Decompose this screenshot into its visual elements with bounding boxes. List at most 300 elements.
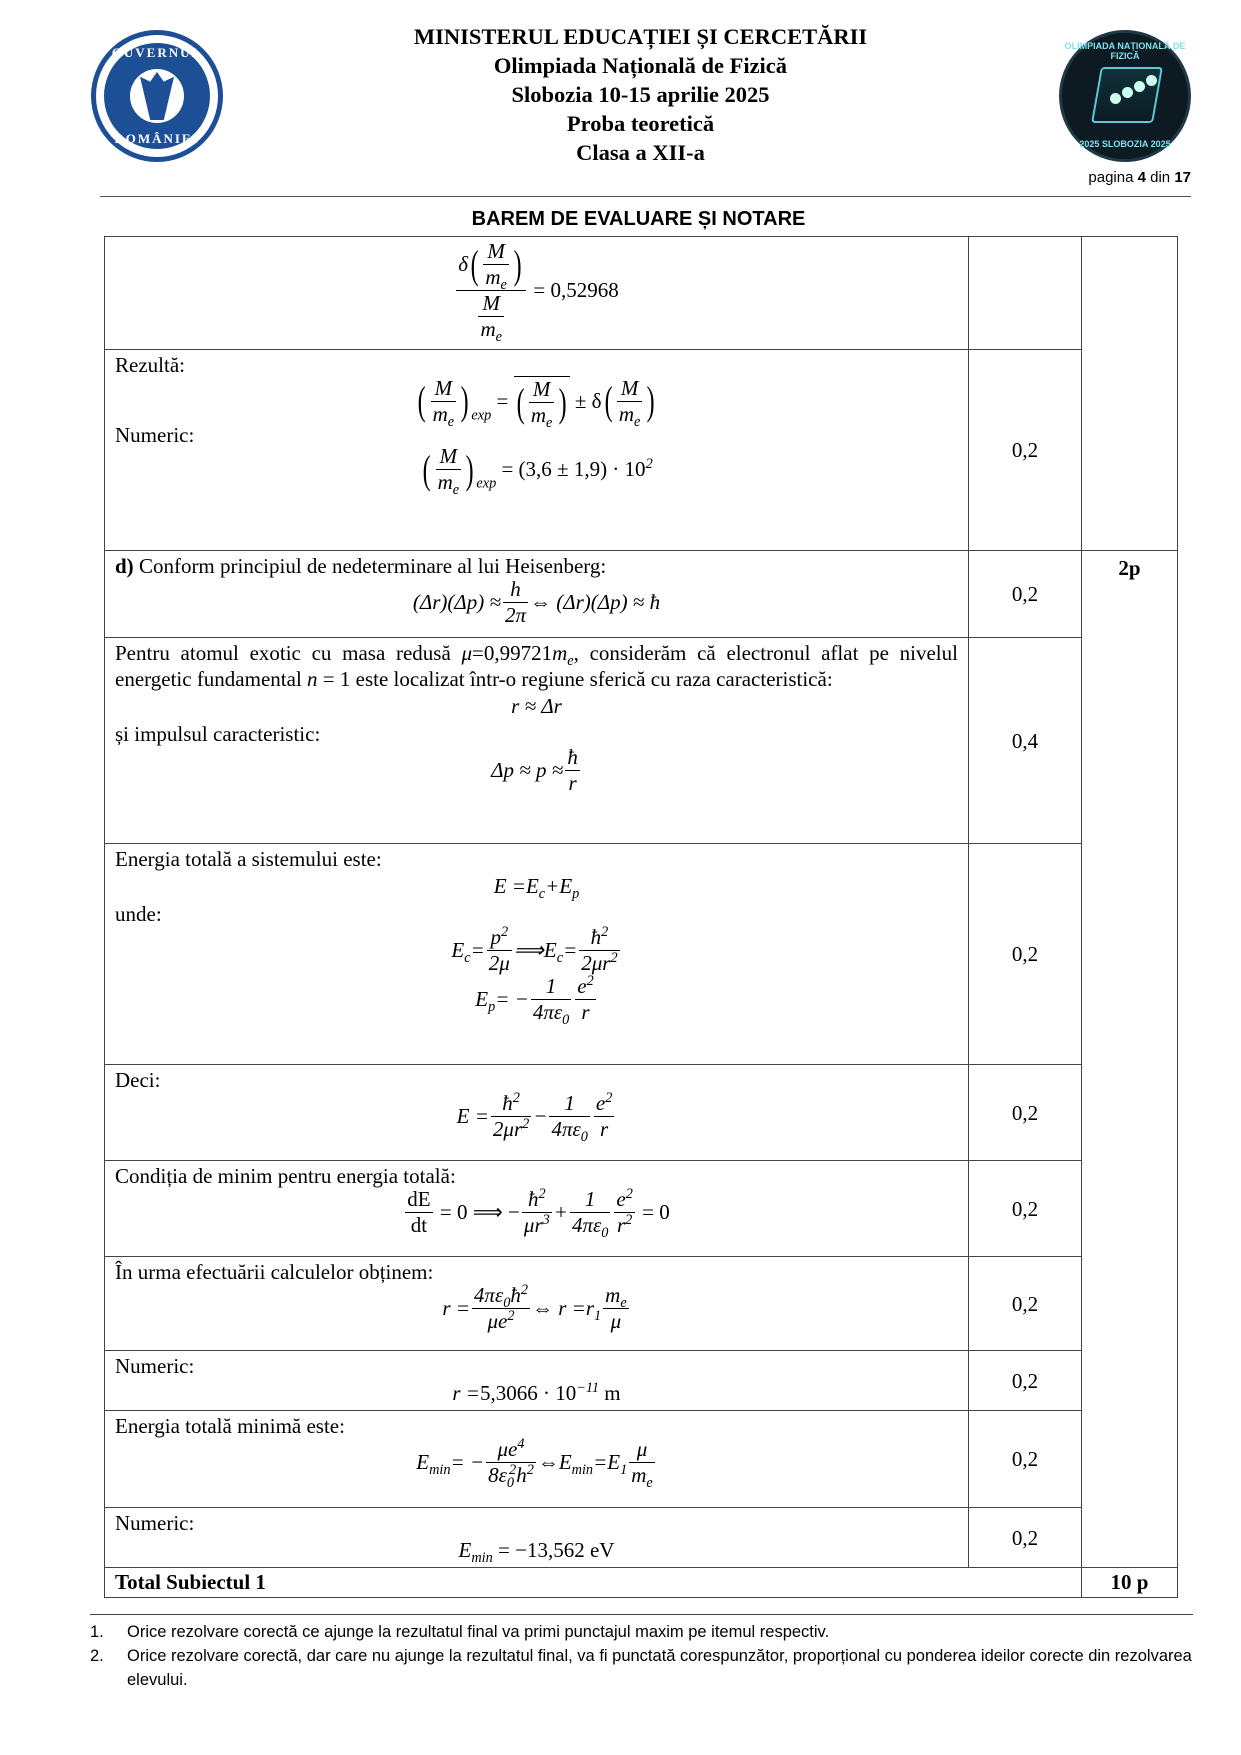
math-script (553, 1000, 570, 1029)
numerator (614, 1186, 634, 1212)
superscript (610, 950, 617, 966)
total-row (105, 1568, 1178, 1598)
denominator (565, 770, 580, 794)
olympiad-name: Olimpiada Națională de Fizică (493, 53, 788, 78)
math-fraction (549, 1091, 589, 1146)
numerator (603, 1283, 629, 1312)
numerator (480, 293, 502, 316)
row-text: și impulsul caracteristic: (115, 722, 321, 746)
math-token: m (599, 1381, 621, 1405)
math-token: c (538, 886, 546, 903)
math-fraction (487, 924, 512, 975)
math-parentheses (468, 239, 524, 294)
note-item (90, 1644, 1200, 1692)
math-token: dt (410, 1213, 428, 1237)
math-token: E (416, 1450, 430, 1474)
math-group (514, 377, 570, 432)
math-fraction (503, 579, 528, 626)
row-text: Deci: (115, 1068, 161, 1092)
math-script (543, 938, 564, 967)
math-token: ħ (528, 1187, 539, 1211)
math-script (607, 1450, 628, 1479)
math-fraction (472, 1282, 530, 1333)
math-group (442, 1282, 630, 1333)
math-token: ε (498, 1463, 507, 1487)
math-group (551, 1117, 588, 1146)
math-token: + (545, 874, 560, 898)
math-script (590, 924, 609, 949)
math-token: 0 (506, 1475, 515, 1492)
math-group (451, 924, 621, 975)
paren: ) (559, 379, 567, 425)
math-script (558, 1450, 594, 1479)
math-token: h (516, 1463, 527, 1487)
numerator (472, 1282, 530, 1312)
math-token: M (487, 239, 505, 263)
denominator (614, 1212, 634, 1236)
math-fraction (529, 377, 555, 432)
current-page: 4 (1137, 169, 1146, 186)
math-token: 4π (473, 1283, 495, 1307)
math-group (616, 1212, 633, 1237)
table-row (105, 844, 1178, 1065)
numerator (485, 241, 507, 264)
footer-divider (90, 1614, 1193, 1615)
math-token: ħ (590, 925, 602, 949)
total-value: 10 p (1082, 1568, 1178, 1598)
math-token: E = (493, 874, 526, 898)
math-token: − (533, 1104, 548, 1128)
math-token: e (634, 413, 641, 430)
note-text: Orice rezolvare corectă ce ajunge la rezultatul final va primi punctajul maxim pe itemul respectiv. (127, 1623, 830, 1641)
subscript (572, 886, 579, 902)
subscript (488, 999, 495, 1015)
math-token: 1 (564, 1091, 575, 1115)
math-token: 1 (620, 1462, 628, 1479)
math-token: δ (458, 252, 469, 276)
numerator (544, 976, 559, 999)
superscript (517, 1436, 524, 1452)
math-group (487, 1308, 515, 1333)
math-token: 0 (562, 1012, 570, 1029)
denominator (472, 1308, 530, 1332)
paren: ( (417, 378, 426, 424)
points-cell: 0,4 (969, 638, 1082, 844)
superscript (605, 1090, 612, 1106)
ball-icon (1110, 93, 1121, 104)
math-fraction (594, 1090, 614, 1141)
math-token: ε (553, 1000, 563, 1024)
math-script (475, 987, 496, 1016)
math-token: μ (487, 1309, 498, 1333)
math-token: 2 (625, 1186, 633, 1202)
math-parentheses (420, 444, 476, 499)
math-token: e (495, 329, 502, 346)
table-row (105, 1508, 1178, 1568)
math-token: ± δ (569, 388, 602, 413)
math-token: 5,3066 · 10 (479, 1381, 577, 1405)
math-fraction (579, 924, 619, 975)
numerator (405, 1189, 432, 1212)
math-group (454, 239, 619, 346)
superscript (539, 1186, 546, 1202)
numerator (594, 1090, 614, 1116)
math-token: = − (495, 987, 529, 1011)
math-token: e (546, 415, 553, 432)
math-fraction (431, 375, 457, 430)
subscript (471, 1550, 492, 1566)
superscript (576, 1380, 599, 1396)
math-token: ε (494, 1283, 504, 1307)
math-token: 2μ (581, 951, 603, 975)
math-token: 4π (532, 1000, 554, 1024)
math-group (532, 1000, 570, 1029)
denominator (570, 1212, 610, 1242)
math-script (525, 874, 546, 903)
math-group (475, 973, 597, 1029)
points-cell: 0,2 (969, 1508, 1082, 1568)
math-token: ε (572, 1117, 581, 1141)
item-label: d) (115, 554, 134, 578)
math-token: 2μ (492, 1117, 514, 1141)
points-cell: 0,2 (969, 1065, 1082, 1161)
math-script (645, 456, 653, 480)
paren: ( (470, 241, 479, 287)
math-group (429, 375, 459, 430)
table-row (105, 237, 1178, 350)
math-token: = − (450, 1450, 485, 1474)
numerator (619, 375, 641, 401)
denominator (549, 1116, 589, 1146)
math-script (485, 265, 507, 294)
math-script (616, 1186, 633, 1211)
math-group (490, 924, 509, 949)
formula (115, 239, 958, 346)
math-token: 2 (520, 1282, 528, 1298)
math-token: E = (456, 1104, 489, 1128)
formula (115, 1436, 958, 1492)
math-token: E (475, 987, 489, 1011)
logo-text: GUVERNUL (111, 45, 203, 60)
math-token: 0 (503, 1295, 511, 1312)
ball-icon (1122, 87, 1133, 98)
paren: ( (422, 446, 431, 492)
math-script (416, 1450, 451, 1479)
formula (115, 579, 958, 626)
points-cell: 0,2 (969, 1411, 1082, 1508)
math-token: r ≈ Δr (511, 694, 562, 718)
math-token: p (572, 886, 580, 903)
paren: ) (465, 446, 474, 492)
olympiad-logo (1059, 30, 1191, 162)
row-text (115, 553, 958, 579)
math-token: e (452, 482, 460, 499)
denominator (503, 602, 528, 626)
document-title: BAREM DE EVALUARE ȘI NOTARE (471, 208, 806, 230)
math-token: ħ (502, 1091, 513, 1115)
denominator (522, 1212, 552, 1236)
superscript (509, 1462, 516, 1478)
paren: ( (516, 379, 525, 425)
math-token: 2 (512, 1090, 520, 1106)
math-token: 2 (538, 1186, 546, 1202)
math-group (403, 1186, 670, 1242)
row-text: Numeric: (115, 423, 195, 447)
math-script (616, 1212, 633, 1237)
math-token: r (602, 951, 611, 975)
math-group (434, 444, 464, 499)
math-group (527, 377, 557, 432)
math-fraction (491, 1090, 531, 1141)
numerator (565, 747, 580, 770)
math-token: ⇔ r = (532, 1296, 586, 1320)
math-token: m (605, 1283, 621, 1307)
math-group (605, 1283, 627, 1312)
table-row (105, 1161, 1178, 1257)
document-header (0, 22, 1241, 167)
math-token: e (646, 1475, 653, 1492)
math-token: 4π (571, 1213, 593, 1237)
math-token: = 0 ⟹ − (434, 1200, 520, 1224)
superscript (543, 1212, 550, 1228)
math-parentheses (602, 375, 658, 430)
math-token: e (447, 413, 455, 430)
paren: ) (460, 378, 469, 424)
math-group (577, 973, 594, 998)
math-script (490, 924, 509, 949)
paren: ) (513, 241, 522, 287)
denominator (436, 469, 462, 499)
page-of: din (1145, 169, 1175, 186)
denominator (579, 950, 619, 974)
math-token: (Δr)(Δp) ≈ (412, 590, 501, 614)
superscript (513, 1090, 520, 1106)
table-row (105, 1257, 1178, 1351)
math-token: m (485, 265, 501, 289)
grade: Clasa a XII-a (576, 140, 705, 165)
subtotal-points: 2p (1082, 551, 1178, 1568)
math-group (615, 375, 645, 430)
math-script (432, 401, 455, 430)
math-group (571, 1213, 609, 1242)
math-script (516, 1462, 534, 1487)
math-group (416, 1436, 656, 1492)
denominator (529, 402, 555, 432)
math-token: 2 (645, 456, 653, 472)
math-group (420, 444, 653, 499)
math-token: = (593, 1450, 608, 1474)
math-script (415, 375, 492, 430)
formula (115, 375, 958, 432)
logo-text: 2025 SLOBOZIA 2025 (1079, 139, 1171, 149)
math-group (456, 1090, 617, 1146)
subscript (594, 1308, 601, 1324)
math-token: μ (497, 1437, 508, 1461)
math-fraction (575, 973, 595, 1024)
numerator (438, 446, 460, 469)
subscript (646, 1475, 652, 1491)
math-token: p (488, 999, 496, 1016)
subscript (546, 415, 552, 431)
math-token: 2 (526, 1462, 534, 1478)
math-group (581, 950, 618, 975)
math-token: M (434, 375, 453, 400)
points-cell: 0,2 (969, 551, 1082, 638)
math-fraction (405, 1189, 432, 1236)
points-cell: 0,2 (969, 1257, 1082, 1351)
math-token: e (500, 277, 507, 294)
numerator (456, 239, 526, 294)
math-token: E (543, 938, 557, 962)
math-group (458, 1538, 615, 1567)
math-token: exp (476, 475, 497, 492)
math-script (494, 1283, 511, 1312)
math-token: M (620, 375, 639, 400)
math-script (437, 470, 460, 499)
math-token: r (600, 1117, 609, 1141)
math-script (534, 1212, 550, 1237)
math-group (493, 874, 580, 903)
math-fraction (603, 1285, 629, 1332)
math-token: E (558, 1450, 572, 1474)
math-token: 2 (507, 1308, 515, 1324)
math-group (497, 1436, 525, 1461)
note-number: 2. (90, 1647, 104, 1665)
math-script (595, 1090, 613, 1115)
denominator (575, 999, 595, 1023)
formula (115, 444, 958, 499)
subscript (634, 414, 640, 430)
points-cell: 0,2 (969, 350, 1082, 551)
math-script (605, 1283, 627, 1312)
math-script (585, 1296, 602, 1325)
math-token: e (620, 1295, 627, 1312)
denominator (456, 290, 526, 346)
math-fraction (522, 1186, 552, 1237)
math-overline (514, 376, 570, 432)
math-token: c (464, 950, 471, 967)
math-token: ħ (567, 745, 578, 769)
table-row (105, 551, 1178, 638)
math-token: 2μ (488, 951, 510, 975)
table-row (105, 350, 1178, 551)
math-group (413, 579, 660, 626)
numerator (575, 973, 595, 999)
denominator (478, 316, 504, 346)
math-token: ε (592, 1213, 602, 1237)
subscript (581, 1129, 588, 1145)
olympiad-place-date: Slobozia 10-15 aprilie 2025 (511, 82, 770, 107)
math-group (511, 696, 562, 717)
math-token: m (631, 1463, 647, 1487)
formula (115, 747, 958, 794)
math-token: r (534, 1213, 543, 1237)
points-cell: 0,2 (969, 1161, 1082, 1257)
math-token: 2 (601, 924, 609, 940)
superscript (521, 1282, 528, 1298)
math-script (602, 950, 618, 975)
math-token: 8 (488, 1463, 499, 1487)
row-text: unde: (115, 902, 162, 926)
numerator (508, 579, 523, 602)
math-token: E (559, 874, 573, 898)
math-parentheses (415, 375, 471, 430)
formula (115, 1186, 958, 1242)
row-text: Rezultă: (115, 353, 185, 377)
math-token: −11 (576, 1380, 600, 1396)
note-item (90, 1620, 1200, 1644)
math-token: p (490, 925, 501, 949)
math-script (576, 1380, 600, 1404)
math-token: min (429, 1462, 451, 1479)
denominator (594, 1116, 614, 1140)
math-parentheses (514, 377, 570, 432)
math-token: μ (610, 1309, 622, 1333)
math-token: = 0 (636, 1200, 670, 1224)
numerator (589, 924, 611, 950)
math-token: 2 (509, 1462, 517, 1478)
math-script (577, 973, 594, 998)
math-token: M (482, 291, 500, 315)
math-token: 2 (522, 1116, 530, 1132)
subscript (562, 1012, 569, 1028)
formula (115, 874, 958, 903)
total-pages: 17 (1174, 169, 1191, 186)
subscript (496, 329, 502, 345)
numerator (495, 1436, 526, 1462)
math-token: r (585, 1296, 595, 1320)
math-token: e (497, 1309, 508, 1333)
math-token: r = (452, 1381, 480, 1405)
math-token: 4 (517, 1436, 525, 1452)
math-token: E (607, 1450, 621, 1474)
subscript (476, 476, 496, 492)
math-token: M (439, 444, 458, 468)
math-group (458, 239, 524, 294)
subscript (448, 414, 454, 430)
math-token: 2π (504, 603, 527, 627)
denominator (431, 401, 457, 430)
table-row (105, 638, 1178, 844)
math-token: 2 (605, 1090, 613, 1106)
math-group (595, 1090, 613, 1115)
math-token: = (491, 388, 514, 413)
math-token: dE (407, 1187, 431, 1211)
logo-text: ROMÂNIEI (114, 131, 200, 146)
footnotes (90, 1620, 1200, 1692)
numerator (531, 379, 553, 402)
math-token: 2 (586, 973, 594, 989)
superscript (646, 456, 653, 472)
denominator (603, 1308, 629, 1332)
superscript (522, 1116, 529, 1132)
math-token: μ (523, 1213, 535, 1237)
numerator (635, 1439, 650, 1462)
row-text: Numeric: (115, 1354, 195, 1378)
paren: ) (647, 378, 656, 424)
math-fraction (629, 1437, 655, 1492)
math-script (451, 938, 471, 967)
math-fraction (456, 239, 526, 346)
math-token: 3 (542, 1212, 550, 1228)
math-token: ⇔ (Δr)(Δp) ≈ ħ (530, 590, 661, 614)
math-script (508, 1436, 525, 1461)
denominator (483, 264, 509, 294)
math-token: h (510, 577, 521, 601)
header-divider (100, 196, 1191, 197)
formula (115, 1380, 958, 1405)
math-token: m (480, 317, 496, 341)
